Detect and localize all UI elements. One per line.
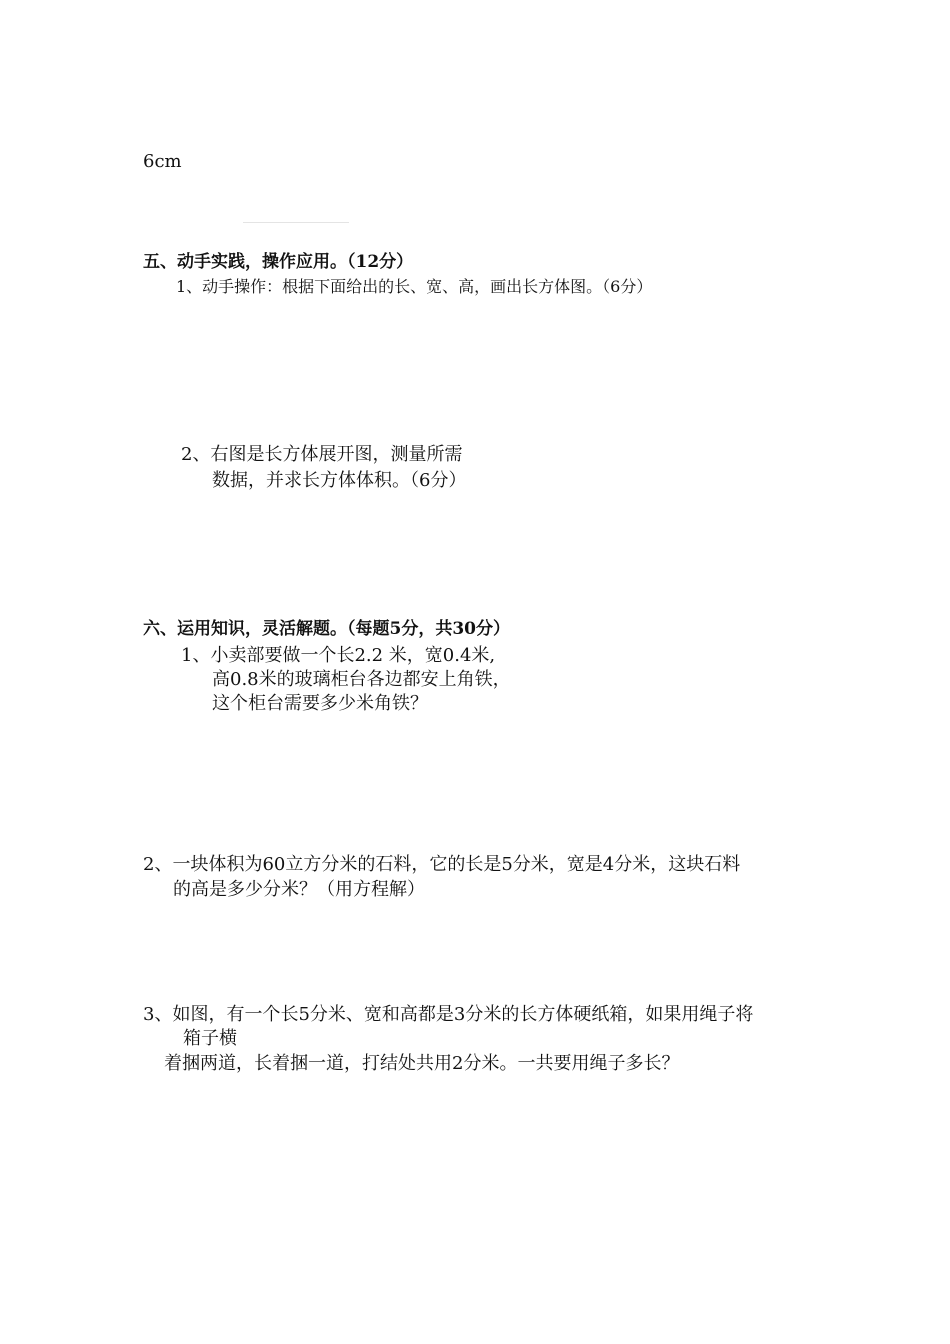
section5-question1: 1、动手操作：根据下面给出的长、宽、高，画出长方体图。（6分）	[176, 277, 653, 296]
section6-heading: 六、运用知识，灵活解题。（每题5分，共30分）	[143, 619, 510, 639]
divider-line	[243, 222, 349, 223]
section6-question3-line1: 3、如图，有一个长5分米、宽和高都是3分米的长方体硬纸箱，如果用绳子将	[143, 1004, 754, 1025]
section6-question2-line1: 2、一块体积为60立方分米的石料，它的长是5分米，宽是4分米，这块石料	[143, 854, 741, 875]
section5-heading: 五、动手实践，操作应用。（12分）	[143, 252, 414, 272]
section6-question1-line2: 高0.8米的玻璃柜台各边都安上角铁，	[212, 669, 511, 690]
section6-question1-line1: 1、小卖部要做一个长2.2 米，宽0.4米,	[181, 645, 496, 666]
section5-question2-line2: 数据，并求长方体体积。（6分）	[212, 470, 467, 491]
dimension-label: 6cm	[143, 151, 182, 172]
section6-question1-line3: 这个柜台需要多少米角铁？	[212, 693, 428, 714]
section6-question2-line2: 的高是多少分米？（用方程解）	[173, 879, 425, 900]
section5-question2-line1: 2、右图是长方体展开图，测量所需	[181, 444, 463, 465]
section6-question3-line3: 着捆两道，长着捆一道，打结处共用2分米。一共要用绳子多长？	[164, 1053, 680, 1074]
section6-question3-line2: 箱子横	[183, 1028, 237, 1049]
